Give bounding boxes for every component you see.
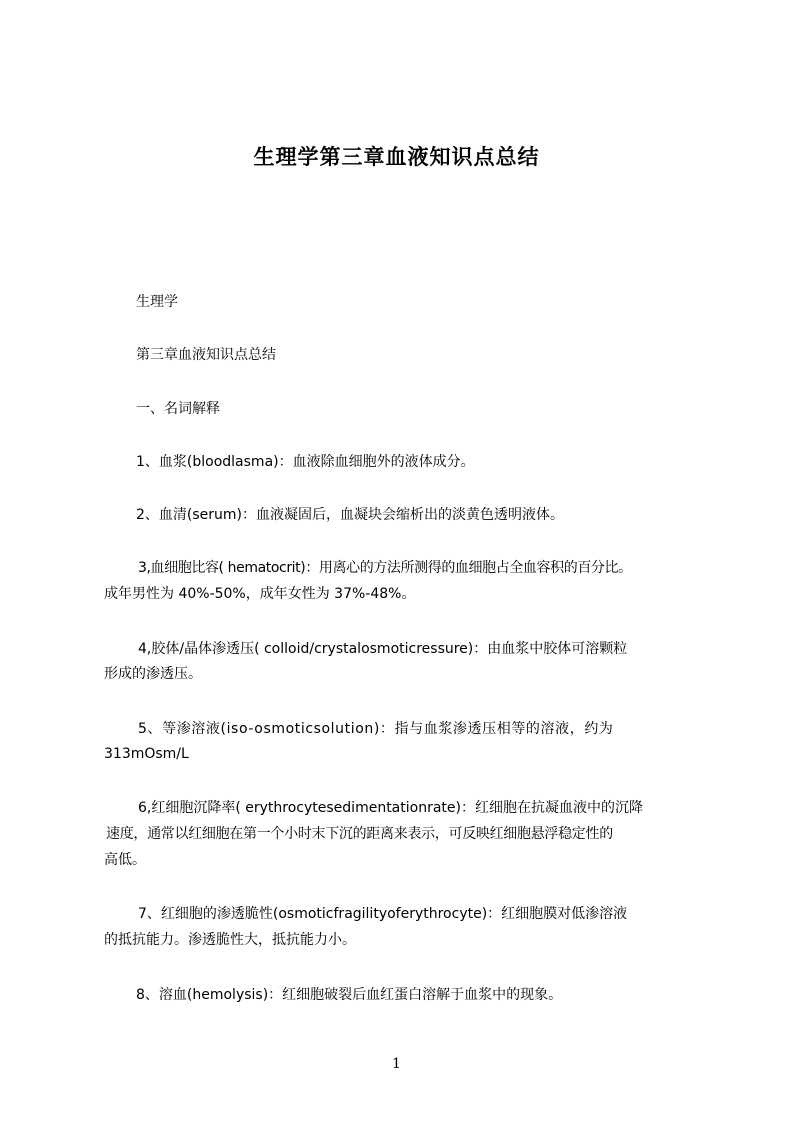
chapter-line: 第三章血液知识点总结 — [136, 347, 276, 363]
definition-4-line-1: 4,胶体/晶体渗透压( colloid/crystalosmoticressure)：由血浆中胶体可溶颗粒 — [138, 641, 628, 657]
subject-line: 生理学 — [136, 294, 178, 310]
definition-2: 2、血清(serum)：血液凝固后，血凝块会缩析出的淡黄色透明液体。 — [136, 507, 565, 523]
definition-5-line-1: 5、等渗溶液(iso-osmoticsolution)：指与血浆渗透压相等的溶液，约为 — [138, 721, 614, 737]
definition-4-line-2: 形成的渗透压。 — [104, 666, 202, 682]
definition-5-line-2: 313mOsm/L — [104, 746, 189, 762]
definition-7-line-2: 的抵抗能力。渗透脆性大，抵抗能力小。 — [104, 932, 356, 948]
definition-7-line-1: 7、红细胞的渗透脆性(osmoticfragilityoferythrocyte)：红细胞膜对低渗溶液 — [138, 906, 628, 922]
definition-8: 8、溶血(hemolysis)：红细胞破裂后血红蛋白溶解于血浆中的现象。 — [136, 987, 563, 1003]
definition-3-line-1: 3,血细胞比容( hematocrit)：用离心的方法所测得的血细胞占全血容积的百分比。 — [138, 560, 632, 576]
definition-1: 1、血浆(bloodlasma)：血液除血细胞外的液体成分。 — [136, 454, 475, 470]
section-heading: 一、名词解释 — [136, 401, 220, 417]
definition-3-line-2: 成年男性为 40%-50%，成年女性为 37%-48%。 — [104, 586, 416, 602]
document-title: 生理学第三章血液知识点总结 — [253, 145, 540, 169]
page-number: 1 — [392, 1056, 401, 1072]
definition-6-line-3: 高低。 — [104, 852, 146, 868]
definition-6-line-2: 速度，通常以红细胞在第一个小时末下沉的距离来表示，可反映红细胞悬浮稳定性的 — [106, 826, 613, 842]
definition-6-line-1: 6,红细胞沉降率( erythrocytesedimentationrate)：红细胞在抗凝血液中的沉降 — [138, 800, 643, 816]
